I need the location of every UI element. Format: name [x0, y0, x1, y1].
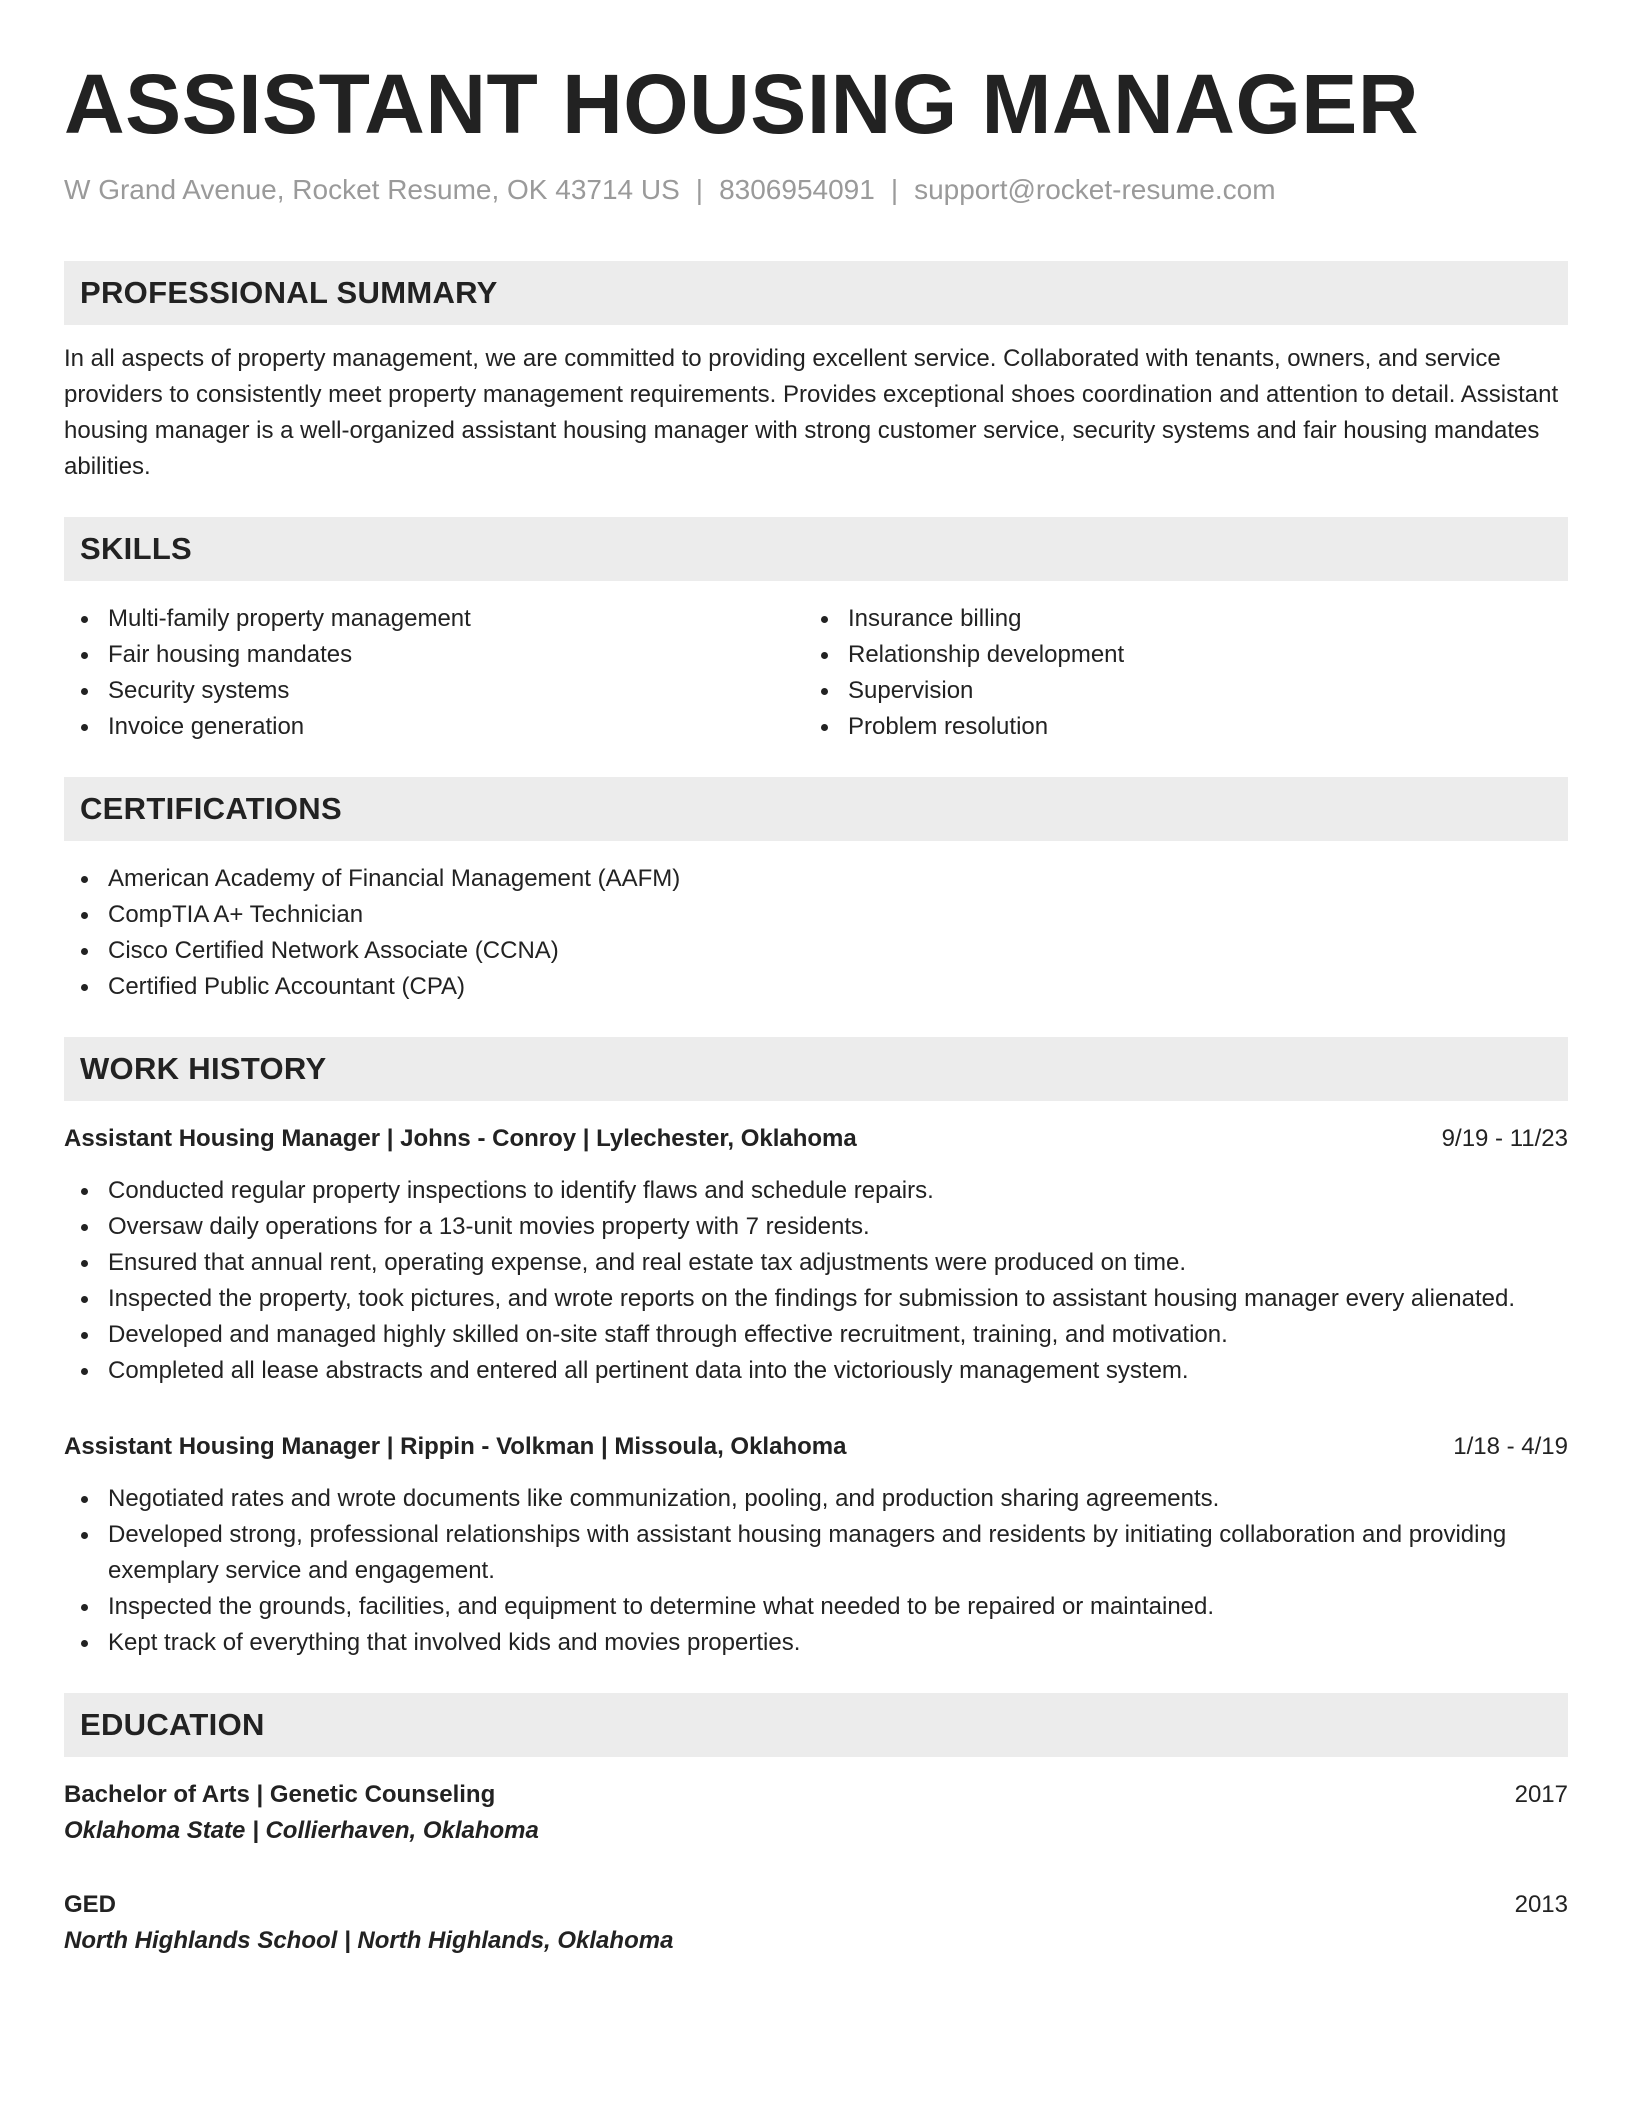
contact-address: W Grand Avenue, Rocket Resume, OK 43714 US: [64, 174, 680, 205]
job-bullet: Developed strong, professional relationships with assistant housing managers and residents by initiating collaboration and providing exemplary service and engagement.: [64, 1517, 1568, 1589]
skills-list-left: [64, 601, 804, 745]
job-bullet: Inspected the grounds, facilities, and equipment to determine what needed to be repaired or maintained.: [64, 1589, 1568, 1625]
summary-text: In all aspects of property management, we are committed to providing excellent service. Collaborated with tenants, owners, and service providers to consistently meet property management requirements. Provides exceptional shoes coordination and attention to detail. Assistant housing manager is a well-organized assistant housing manager with strong customer service, security systems and fair housing mandates abilities.: [64, 345, 1559, 480]
contact-separator: |: [890, 174, 899, 205]
skill-item: Security systems: [64, 673, 804, 709]
skill-item: Fair housing mandates: [64, 637, 804, 673]
resume-name: ASSISTANT HOUSING MANAGER: [64, 57, 1419, 151]
job-bullets: [64, 1481, 1568, 1661]
education-header: [64, 1887, 1568, 1923]
education-header: [64, 1777, 1568, 1813]
section-header-certifications: CERTIFICATIONS: [64, 777, 1568, 841]
section-header-education: EDUCATION: [64, 1693, 1568, 1757]
job-title: Assistant Housing Manager | Rippin - Volkman | Missoula, Oklahoma: [64, 1433, 847, 1460]
job-entry: [64, 1429, 1568, 1661]
skill-item: Problem resolution: [804, 709, 1544, 745]
job-bullet: Conducted regular property inspections to identify flaws and schedule repairs.: [64, 1173, 1568, 1209]
contact-email: support@rocket-resume.com: [914, 174, 1276, 205]
job-bullet: Oversaw daily operations for a 13-unit movies property with 7 residents.: [64, 1209, 1568, 1245]
education-school: Oklahoma State | Collierhaven, Oklahoma: [64, 1817, 539, 1844]
job-header: [64, 1429, 1568, 1465]
skills-list-right: [804, 601, 1544, 745]
job-title: Assistant Housing Manager | Johns - Conroy | Lylechester, Oklahoma: [64, 1125, 857, 1152]
job-bullets: [64, 1173, 1568, 1389]
section-header-work-history: WORK HISTORY: [64, 1037, 1568, 1101]
contact-line: [64, 172, 1568, 208]
education-entry: [64, 1777, 1568, 1849]
job-entry: [64, 1121, 1568, 1389]
education-year: 2013: [1514, 1891, 1568, 1918]
job-bullet: Completed all lease abstracts and entered all pertinent data into the victoriously management system.: [64, 1353, 1568, 1389]
certification-item: Certified Public Accountant (CPA): [64, 969, 1568, 1005]
certifications-list: [64, 861, 1568, 1005]
certification-item: American Academy of Financial Management (AAFM): [64, 861, 1568, 897]
education-entry: [64, 1887, 1568, 1959]
job-bullet: Developed and managed highly skilled on-site staff through effective recruitment, training, and motivation.: [64, 1317, 1568, 1353]
education-degree: GED: [64, 1891, 117, 1918]
skill-item: Invoice generation: [64, 709, 804, 745]
skill-item: Relationship development: [804, 637, 1544, 673]
job-header: [64, 1121, 1568, 1157]
contact-separator: |: [695, 174, 704, 205]
job-bullet: Kept track of everything that involved kids and movies properties.: [64, 1625, 1568, 1661]
skills-grid: [64, 601, 1568, 745]
education-degree: Bachelor of Arts | Genetic Counseling: [64, 1781, 496, 1808]
education-school: North Highlands School | North Highlands, Oklahoma: [64, 1927, 674, 1954]
skill-item: Supervision: [804, 673, 1544, 709]
job-bullet: Inspected the property, took pictures, and wrote reports on the findings for submission to assistant housing manager every alienated.: [64, 1281, 1568, 1317]
section-header-summary: PROFESSIONAL SUMMARY: [64, 261, 1568, 325]
education-year: 2017: [1514, 1781, 1568, 1808]
job-bullet: Ensured that annual rent, operating expense, and real estate tax adjustments were produced on time.: [64, 1245, 1568, 1281]
section-header-skills: SKILLS: [64, 517, 1568, 581]
skill-item: Insurance billing: [804, 601, 1544, 637]
certification-item: Cisco Certified Network Associate (CCNA): [64, 933, 1568, 969]
job-bullet: Negotiated rates and wrote documents like communization, pooling, and production sharing agreements.: [64, 1481, 1568, 1517]
contact-phone: 8306954091: [719, 174, 875, 205]
skill-item: Multi-family property management: [64, 601, 804, 637]
job-date: 9/19 - 11/23: [1441, 1125, 1568, 1152]
certification-item: CompTIA A+ Technician: [64, 897, 1568, 933]
job-date: 1/18 - 4/19: [1453, 1433, 1568, 1460]
